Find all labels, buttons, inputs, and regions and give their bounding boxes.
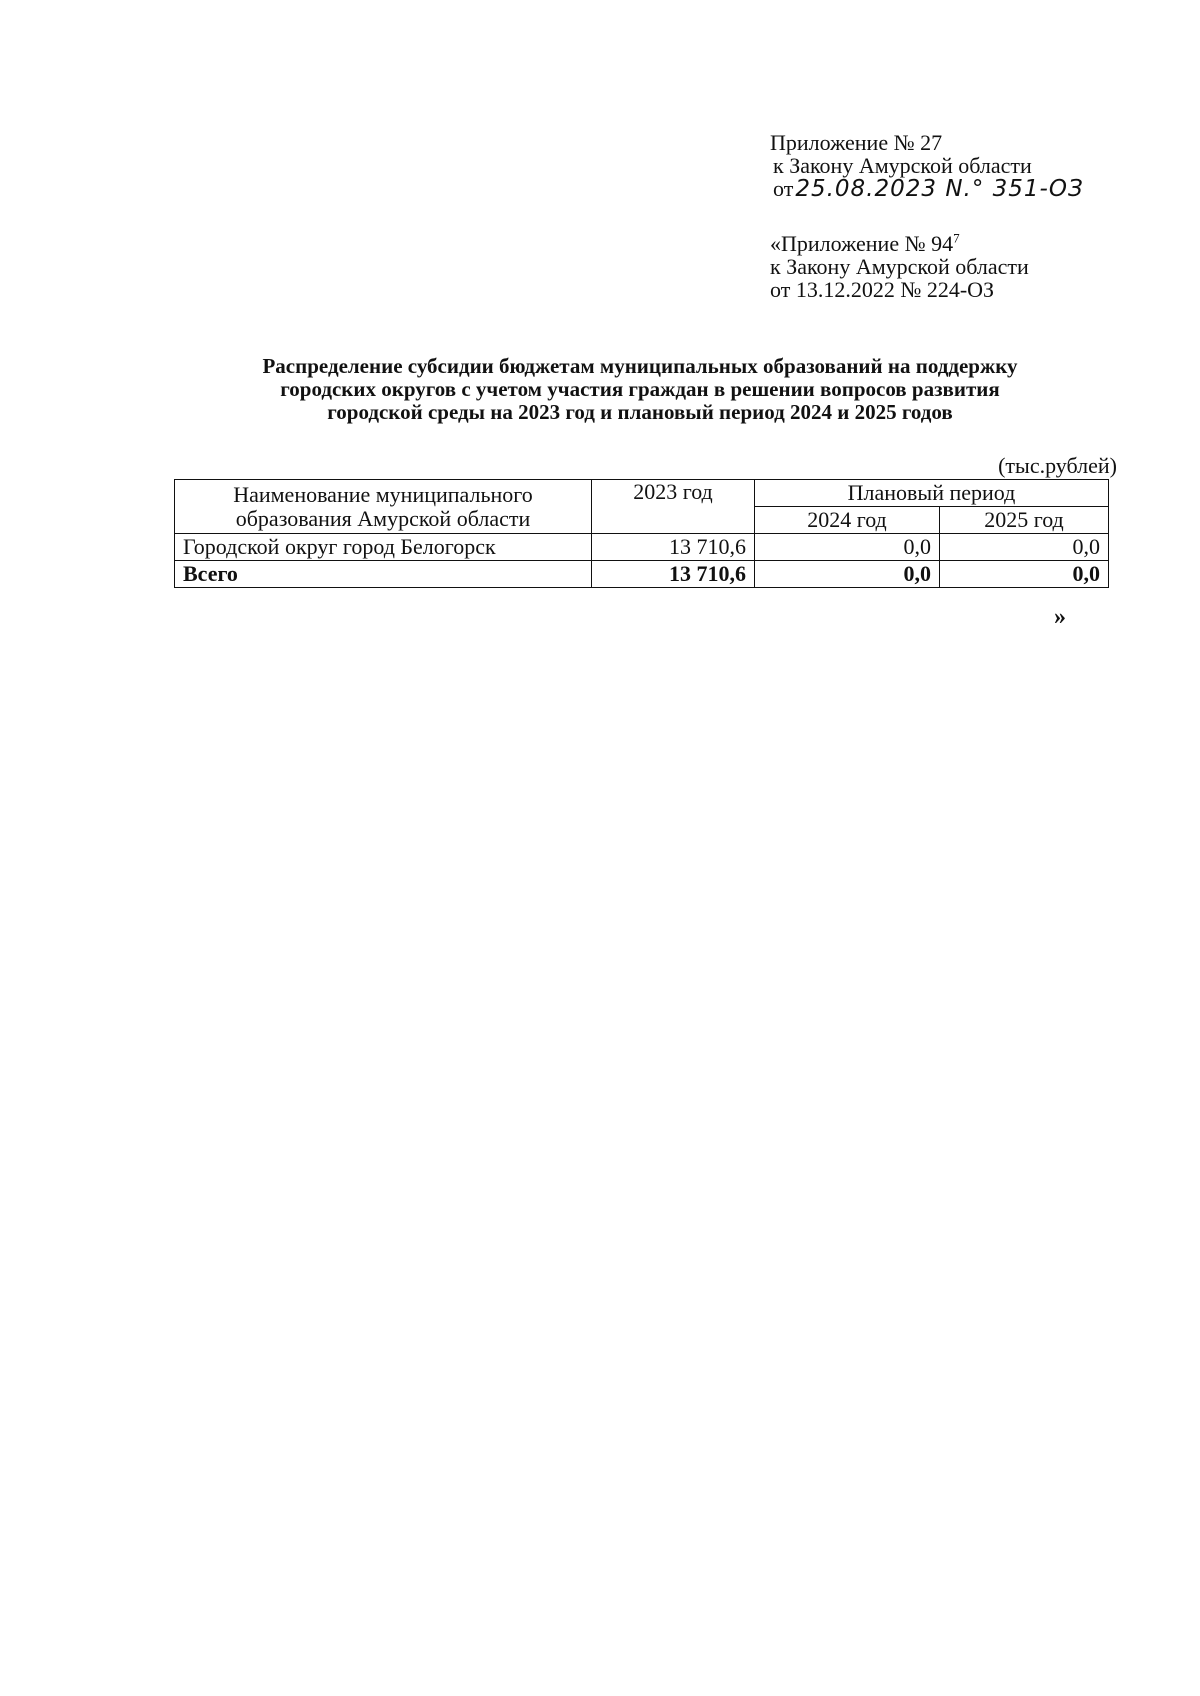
row-municipality-name: Городской округ город Белогорск <box>175 534 592 561</box>
header-year-2024: 2024 год <box>755 507 940 534</box>
annex-law-reference: к Закону Амурской области <box>773 153 1032 178</box>
title-line-2: городских округов с учетом участия граждан в решении вопросов развития <box>280 377 1000 401</box>
title-line-1: Распределение субсидии бюджетам муниципальных образований на поддержку <box>262 354 1018 378</box>
table-header-row-1 <box>175 480 1109 507</box>
closing-quote: » <box>1054 604 1066 630</box>
original-annex-superscript: 7 <box>953 230 960 246</box>
header-year-2025: 2025 год <box>940 507 1109 534</box>
units-label: (тыс.рублей) <box>998 453 1117 478</box>
annex-number: Приложение № 27 <box>770 130 943 155</box>
row-value-2025: 0,0 <box>940 534 1109 561</box>
total-value-2025: 0,0 <box>940 561 1109 588</box>
table-total-row <box>175 561 1109 588</box>
header-year-2023: 2023 год <box>592 480 755 534</box>
table-row <box>175 534 1109 561</box>
header-municipality <box>175 480 592 534</box>
total-value-2024: 0,0 <box>755 561 940 588</box>
title-line-3: городской среды на 2023 год и плановый период 2024 и 2025 годов <box>327 400 953 424</box>
original-annex-law-reference: к Закону Амурской области <box>770 254 1029 279</box>
row-value-2023: 13 710,6 <box>592 534 755 561</box>
header-municipality-line-1: Наименование муниципального <box>233 481 533 507</box>
total-value-2023: 13 710,6 <box>592 561 755 588</box>
row-value-2024: 0,0 <box>755 534 940 561</box>
document-title <box>170 355 1110 424</box>
annex-date-prefix: от <box>773 176 794 201</box>
original-annex-date: от 13.12.2022 № 224-ОЗ <box>770 277 995 302</box>
distribution-table <box>174 479 1109 588</box>
original-annex-header <box>770 232 1029 301</box>
original-annex-number-text: «Приложение № 94 <box>770 231 954 256</box>
annex-date-line <box>770 177 1084 201</box>
current-annex-header <box>770 131 1084 201</box>
original-annex-number <box>770 232 1029 255</box>
total-label: Всего <box>175 561 592 588</box>
header-planned-period: Плановый период <box>755 480 1109 507</box>
handwritten-date: 25.08.2023 N.° 351-ОЗ <box>795 176 1084 202</box>
header-municipality-line-2: образования Амурской области <box>235 505 531 531</box>
